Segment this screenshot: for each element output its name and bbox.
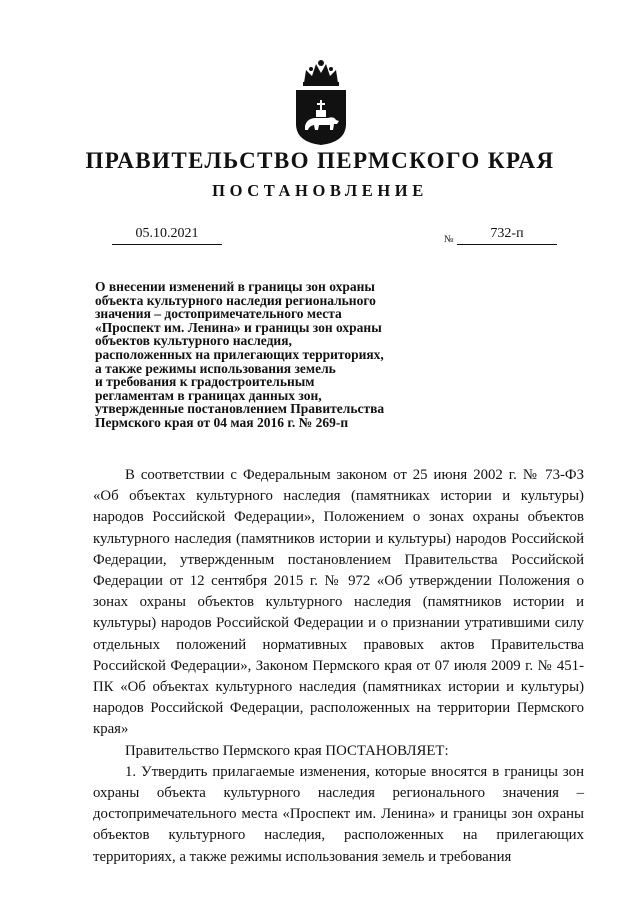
document-date: 05.10.2021 [112, 226, 222, 245]
subject-line: и требования к градостроительным [95, 374, 315, 390]
subject-line: Пермского края от 04 мая 2016 г. № 269-п [95, 414, 349, 430]
document-number: 732-п [457, 226, 557, 245]
subject-line: О внесении изменений в границы зон охраны [95, 279, 375, 294]
document-type: ПОСТАНОВЛЕНИЕ [212, 181, 428, 200]
document-subject [95, 280, 435, 430]
coat-of-arms-icon [292, 58, 350, 146]
subject-line: утвержденные постановлением Правительства [95, 401, 385, 417]
number-label: № [444, 234, 454, 245]
subject-line: объектов культурного наследия, [95, 333, 292, 349]
subject-line: объекта культурного наследия регионального [95, 292, 376, 308]
resolution-statement: Правительство Пермского края ПОСТАНОВЛЯЕТ: [125, 742, 449, 759]
subject-line: регламентам в границах данных зон, [95, 387, 322, 403]
body-paragraph: В соответствии с Федеральным законом от 25 июня 2002 г. № 73-ФЗ «Об объектах культурного наследия (памятниках истории и культуры) народов Российской Федерации», Положением о зонах охраны объектов культурного наследия (памятников истории и культуры) народов Российской Федерации, утвержденным постановлением Правительства Российской Федерации от 12 сентября 2015 г. № 972 «Об утверждении Положения о зонах охраны объектов культурного наследия (памятников истории и культуры) народов Российской Федерации и о признании утратившими силу отдельных положений нормативных правовых актов Правительства Российской Федерации», Законом Пермского края от 07 июля 2009 г. № 451-ПК «Об объектах культурного наследия (памятниках истории и культуры) народов Российской Федерации, расположенных на территории Пермского края» [93, 467, 584, 738]
organization-title: ПРАВИТЕЛЬСТВО ПЕРМСКОГО КРАЯ [85, 148, 555, 173]
subject-line: «Проспект им. Ленина» и границы зон охраны [95, 319, 382, 335]
body-paragraph: 1. Утвердить прилагаемые изменения, которые вносятся в границы зон охраны объекта культурного наследия регионального значения – достопримечательного места «Проспект им. Ленина» и границы зон охраны объектов культурного наследия, расположенных на прилегающих территориях, а также режимы использования земель и требования [93, 763, 584, 865]
subject-line: значения – достопримечательного места [95, 306, 342, 322]
subject-line: расположенных на прилегающих территориях, [95, 346, 384, 362]
subject-line: а также режимы использования земель [95, 360, 336, 376]
document-body [93, 465, 584, 868]
